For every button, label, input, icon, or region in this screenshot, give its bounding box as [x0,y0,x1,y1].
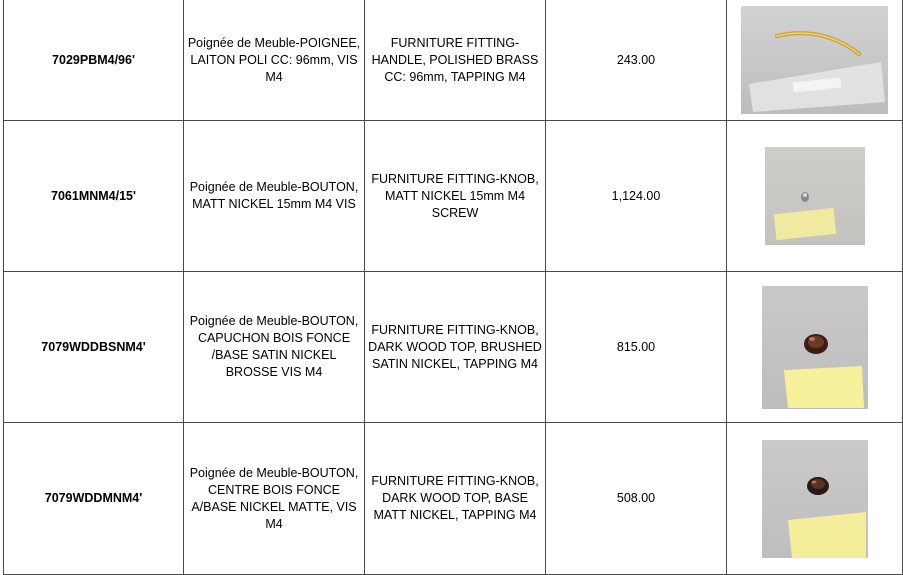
product-photo-cell [727,121,903,272]
description-english: FURNITURE FITTING-KNOB, DARK WOOD TOP, BASE MATT NICKEL, TAPPING M4 [365,423,546,575]
description-french: Poignée de Meuble-BOUTON, MATT NICKEL 15mm M4 VIS [184,121,365,272]
description-french: Poignée de Meuble-BOUTON, CENTRE BOIS FONCE A/BASE NICKEL MATTE, VIS M4 [184,423,365,575]
description-french: Poignée de Meuble-POIGNEE, LAITON POLI CC: 96mm, VIS M4 [184,0,365,121]
unit-price: 1,124.00 [546,121,727,272]
table-row [4,121,903,272]
product-code: 7061MNM4/15' [4,121,184,272]
product-photo-cell [727,423,903,575]
product-photo-cell [727,0,903,121]
table-row [4,0,903,121]
wood-knob-photo [762,440,868,558]
unit-price: 508.00 [546,423,727,575]
product-photo-cell [727,272,903,423]
table-row [4,272,903,423]
table-row [4,423,903,575]
wood-knob-photo [762,286,868,409]
description-french: Poignée de Meuble-BOUTON, CAPUCHON BOIS FONCE /BASE SATIN NICKEL BROSSE VIS M4 [184,272,365,423]
brass-handle-photo [741,6,888,114]
product-code: 7079WDDBSNM4' [4,272,184,423]
product-table [3,0,903,575]
unit-price: 815.00 [546,272,727,423]
product-code: 7079WDDMNM4' [4,423,184,575]
description-english: FURNITURE FITTING-KNOB, DARK WOOD TOP, BRUSHED SATIN NICKEL, TAPPING M4 [365,272,546,423]
unit-price: 243.00 [546,0,727,121]
description-english: FURNITURE FITTING-KNOB, MATT NICKEL 15mm M4 SCREW [365,121,546,272]
product-code: 7029PBM4/96' [4,0,184,121]
description-english: FURNITURE FITTING-HANDLE, POLISHED BRASS CC: 96mm, TAPPING M4 [365,0,546,121]
nickel-knob-photo [765,147,865,245]
